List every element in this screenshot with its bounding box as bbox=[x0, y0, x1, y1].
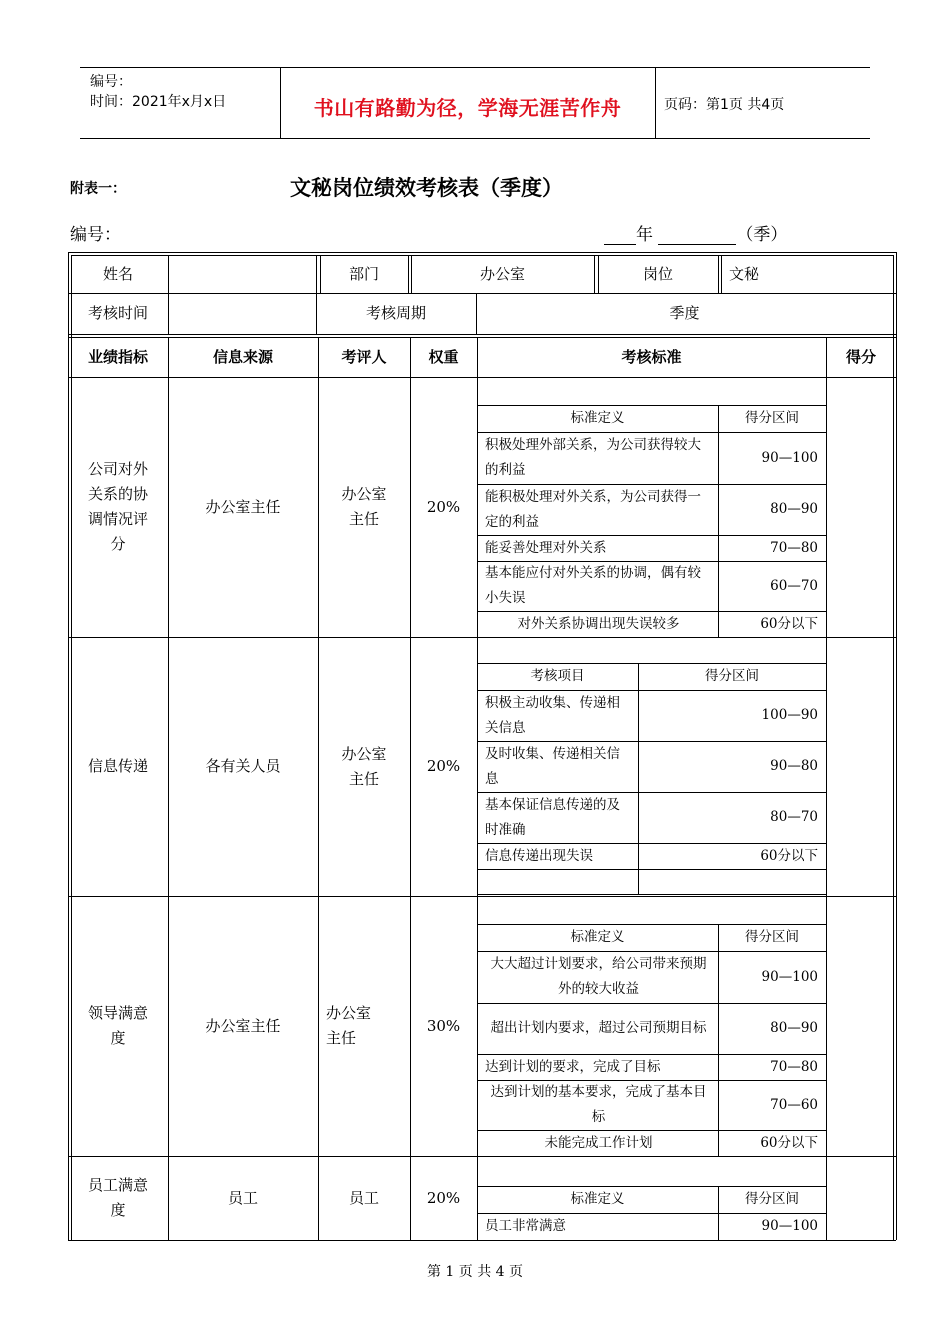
header-time-label: 时间：2021年x月x日 bbox=[90, 94, 227, 110]
criteria-definition bbox=[477, 1213, 718, 1240]
table-rule bbox=[826, 637, 827, 896]
reviewer-cell-text: 办公室主任 bbox=[326, 1004, 372, 1047]
criteria-definition-text: 信息传递出现失误 bbox=[485, 847, 593, 864]
source-cell bbox=[168, 1156, 318, 1240]
column-header-reviewer bbox=[318, 337, 410, 377]
criteria-definition bbox=[477, 1054, 718, 1080]
criteria-head-range-text: 得分区间 bbox=[745, 410, 799, 426]
weight-cell-text: 20% bbox=[426, 757, 461, 775]
criteria-range bbox=[638, 792, 826, 843]
year-season-line bbox=[604, 220, 787, 245]
criteria-range-text: 80—90 bbox=[770, 1020, 818, 1036]
post-value-text: 文秘 bbox=[729, 264, 760, 283]
post-value bbox=[721, 255, 893, 293]
criteria-range-text: 100—90 bbox=[761, 707, 818, 723]
criteria-definition bbox=[477, 484, 718, 535]
source-cell bbox=[168, 637, 318, 896]
indicator-cell bbox=[68, 1156, 168, 1240]
criteria-head-definition bbox=[477, 1186, 718, 1213]
column-header-indicator bbox=[68, 337, 168, 377]
indicator-cell-text: 信息传递 bbox=[87, 757, 148, 775]
criteria-definition-text: 基本保证信息传递的及时准确 bbox=[485, 796, 620, 838]
dept-value-text: 办公室 bbox=[479, 264, 525, 283]
criteria-range bbox=[718, 1054, 826, 1080]
criteria-definition-text: 及时收集、传递相关信息 bbox=[485, 745, 620, 787]
review-time-label bbox=[68, 293, 168, 334]
criteria-definition-text: 积极主动收集、传递相关信息 bbox=[485, 694, 620, 736]
column-header-source-text: 信息来源 bbox=[212, 347, 273, 366]
source-cell bbox=[168, 896, 318, 1156]
criteria-range bbox=[718, 432, 826, 484]
criteria-range-text: 60分以下 bbox=[760, 847, 818, 864]
criteria-definition-text: 超出计划内要求，超过公司预期目标 bbox=[490, 1020, 707, 1036]
criteria-head-range bbox=[638, 663, 826, 690]
post-label-text: 岗位 bbox=[642, 264, 673, 283]
criteria-definition bbox=[477, 1003, 718, 1054]
source-cell bbox=[168, 377, 318, 637]
header-motto: 书山有路勤为径，学海无涯苦作舟 bbox=[313, 96, 622, 120]
criteria-range-text: 70—80 bbox=[770, 1058, 818, 1075]
criteria-range-text: 90—100 bbox=[761, 968, 818, 985]
criteria-definition bbox=[477, 561, 718, 611]
table-rule bbox=[408, 255, 409, 293]
year-blank bbox=[604, 228, 636, 245]
post-label bbox=[598, 255, 718, 293]
table-rule bbox=[168, 293, 169, 334]
document-title: 文秘岗位绩效考核表（季度） bbox=[290, 176, 563, 200]
dept-label-text: 部门 bbox=[348, 264, 379, 283]
document-header bbox=[80, 67, 870, 139]
criteria-definition bbox=[477, 1080, 718, 1130]
criteria-range bbox=[638, 741, 826, 792]
criteria-head-definition-text: 标准定义 bbox=[570, 410, 625, 426]
name-value bbox=[168, 255, 316, 293]
indicator-cell-text: 领导满意度 bbox=[87, 1004, 148, 1047]
weight-cell bbox=[410, 377, 477, 637]
column-header-criteria bbox=[477, 337, 826, 377]
column-header-score bbox=[826, 337, 896, 377]
criteria-range-text: 90—100 bbox=[761, 1218, 818, 1234]
criteria-range-text: 80—90 bbox=[770, 501, 818, 517]
indicator-cell-text: 员工满意度 bbox=[87, 1176, 148, 1219]
criteria-rule bbox=[477, 894, 826, 895]
criteria-head-definition bbox=[477, 924, 718, 951]
dept-value bbox=[411, 255, 594, 293]
review-time-label-text: 考核时间 bbox=[87, 304, 148, 322]
criteria-range bbox=[718, 535, 826, 561]
criteria-definition bbox=[477, 690, 638, 741]
season-suffix: （季） bbox=[736, 225, 788, 245]
criteria-definition-text: 未能完成工作计划 bbox=[544, 1134, 653, 1151]
page-footer: 第 1 页 共 4 页 bbox=[426, 1264, 524, 1280]
review-period-label-text: 考核周期 bbox=[365, 304, 426, 322]
criteria-definition bbox=[477, 741, 638, 792]
table-border-top bbox=[68, 252, 896, 253]
reviewer-cell bbox=[318, 896, 410, 1156]
header-page-info: 页码：第1页 共4页 bbox=[664, 97, 785, 113]
indicator-cell bbox=[68, 896, 168, 1156]
criteria-definition-text: 达到计划的基本要求，完成了基本目标 bbox=[490, 1084, 707, 1125]
criteria-definition bbox=[477, 611, 718, 637]
criteria-head-range-text: 得分区间 bbox=[745, 1191, 799, 1207]
criteria-definition-text: 能妥善处理对外关系 bbox=[485, 539, 607, 556]
criteria-head-range bbox=[718, 1186, 826, 1213]
table-rule bbox=[594, 255, 595, 293]
criteria-range bbox=[718, 611, 826, 637]
criteria-range bbox=[718, 1130, 826, 1156]
criteria-range bbox=[718, 1003, 826, 1054]
review-period-value-text: 季度 bbox=[669, 304, 700, 322]
criteria-range-text: 60分以下 bbox=[760, 1134, 818, 1151]
table-border-right bbox=[896, 252, 897, 1240]
indicator-cell-text: 公司对外关系的协调情况评分 bbox=[87, 460, 148, 553]
criteria-definition bbox=[477, 535, 718, 561]
criteria-range bbox=[718, 1080, 826, 1130]
criteria-rule bbox=[477, 869, 826, 870]
reviewer-cell-text: 员工 bbox=[348, 1188, 379, 1207]
name-label-text: 姓名 bbox=[102, 264, 133, 283]
source-cell-text: 办公室主任 bbox=[205, 497, 281, 516]
table-rule bbox=[316, 255, 317, 293]
table-row-rule bbox=[68, 334, 896, 335]
criteria-definition-text: 对外关系协调出现失误较多 bbox=[517, 615, 680, 632]
header-divider bbox=[655, 68, 656, 138]
review-period-value bbox=[476, 293, 893, 334]
criteria-head-definition-text: 考核项目 bbox=[530, 668, 585, 684]
criteria-head-definition bbox=[477, 405, 718, 432]
criteria-definition-text: 大大超过计划要求，给公司带来预期外的较大收益 bbox=[490, 956, 707, 997]
reviewer-cell bbox=[318, 377, 410, 637]
criteria-definition bbox=[477, 951, 718, 1003]
criteria-range bbox=[718, 484, 826, 535]
criteria-range bbox=[718, 1213, 826, 1240]
column-header-criteria-text: 考核标准 bbox=[621, 347, 682, 366]
criteria-range bbox=[638, 690, 826, 741]
weight-cell bbox=[410, 896, 477, 1156]
criteria-head-definition bbox=[477, 663, 638, 690]
reviewer-cell bbox=[318, 637, 410, 896]
source-cell-text: 各有关人员 bbox=[205, 757, 281, 775]
dept-label bbox=[320, 255, 408, 293]
weight-cell bbox=[410, 1156, 477, 1240]
appendix-label: 附表一： bbox=[70, 181, 126, 197]
criteria-rule bbox=[477, 1240, 826, 1241]
criteria-range-text: 70—60 bbox=[770, 1096, 818, 1113]
criteria-range-text: 80—70 bbox=[770, 809, 818, 825]
criteria-range bbox=[718, 951, 826, 1003]
name-label bbox=[68, 255, 168, 293]
column-header-score-text: 得分 bbox=[845, 347, 876, 366]
table-border-right-inner bbox=[893, 255, 894, 1240]
criteria-definition-text: 达到计划的要求，完成了目标 bbox=[485, 1058, 661, 1075]
criteria-definition bbox=[477, 843, 638, 869]
criteria-definition-text: 员工非常满意 bbox=[485, 1218, 566, 1234]
criteria-range-text: 60分以下 bbox=[760, 615, 818, 632]
criteria-range-text: 70—80 bbox=[770, 539, 818, 556]
table-rule bbox=[718, 255, 719, 293]
criteria-range bbox=[718, 561, 826, 611]
criteria-rule bbox=[477, 637, 826, 638]
form-code-label: 编号： bbox=[70, 225, 121, 245]
criteria-definition-text: 基本能应付对外关系的协调，偶有较小失误 bbox=[485, 565, 701, 606]
criteria-rule bbox=[477, 1156, 826, 1157]
criteria-definition bbox=[477, 432, 718, 484]
reviewer-cell bbox=[318, 1156, 410, 1240]
table-rule bbox=[826, 377, 827, 637]
weight-cell-text: 30% bbox=[426, 1016, 461, 1035]
criteria-head-range bbox=[718, 405, 826, 432]
indicator-cell bbox=[68, 637, 168, 896]
table-rule bbox=[826, 896, 827, 1156]
source-cell-text: 办公室主任 bbox=[205, 1016, 281, 1035]
criteria-head-range-text: 得分区间 bbox=[745, 929, 799, 945]
reviewer-cell-text: 办公室主任 bbox=[341, 485, 387, 528]
criteria-definition bbox=[477, 1130, 718, 1156]
weight-cell-text: 20% bbox=[426, 497, 461, 516]
column-header-weight bbox=[410, 337, 477, 377]
criteria-definition-text: 能积极处理对外关系，为公司获得一定的利益 bbox=[485, 488, 701, 530]
criteria-definition-text: 积极处理外部关系，为公司获得较大的利益 bbox=[485, 437, 701, 478]
criteria-range-text: 90—80 bbox=[770, 758, 818, 774]
header-code-label: 编号： bbox=[90, 74, 132, 90]
reviewer-cell-text: 办公室主任 bbox=[341, 744, 387, 788]
criteria-range-text: 60—70 bbox=[770, 577, 818, 594]
column-header-source bbox=[168, 337, 318, 377]
criteria-head-range-text: 得分区间 bbox=[705, 668, 759, 684]
year-suffix: 年 bbox=[636, 225, 653, 245]
criteria-head-range bbox=[718, 924, 826, 951]
season-blank bbox=[658, 228, 736, 245]
column-header-weight-text: 权重 bbox=[428, 347, 459, 366]
source-cell-text: 员工 bbox=[227, 1188, 258, 1207]
criteria-head-definition-text: 标准定义 bbox=[570, 1191, 625, 1207]
column-header-reviewer-text: 考评人 bbox=[341, 347, 387, 366]
criteria-head-definition-text: 标准定义 bbox=[570, 929, 625, 945]
weight-cell bbox=[410, 637, 477, 896]
review-period-label bbox=[316, 293, 476, 334]
weight-cell-text: 20% bbox=[426, 1188, 461, 1207]
criteria-definition bbox=[477, 792, 638, 843]
criteria-range-text: 90—100 bbox=[761, 449, 818, 466]
criteria-range bbox=[638, 843, 826, 869]
header-meta bbox=[90, 72, 226, 112]
indicator-cell bbox=[68, 377, 168, 637]
column-header-indicator-text: 业绩指标 bbox=[87, 347, 148, 366]
table-rule bbox=[826, 1156, 827, 1240]
